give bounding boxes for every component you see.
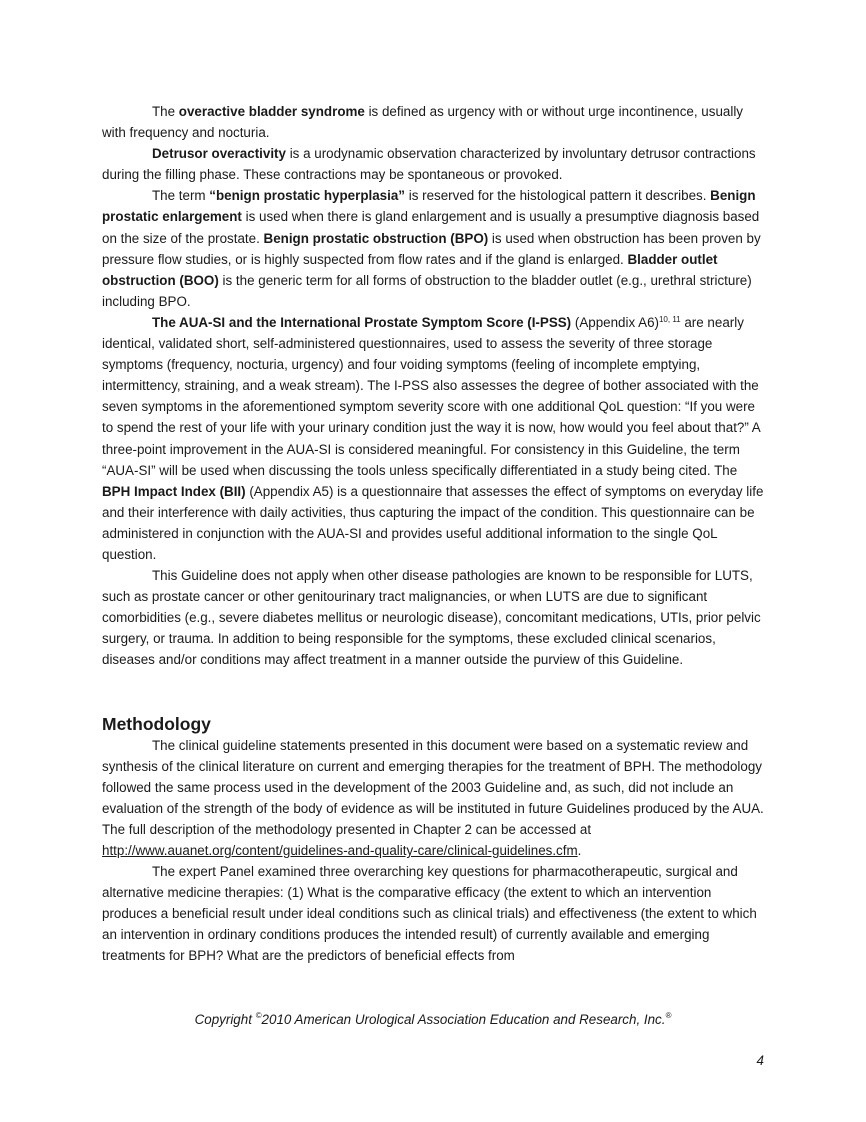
paragraph-aua-si [102, 312, 766, 565]
term-boo: Bladder outlet obstruction (BOO) [102, 251, 718, 288]
paragraph-scope: This Guideline does not apply when other disease pathologies are known to be responsible for LUTS, such as prostate cancer or other genitourinary tract malignancies, or when LUTS are due to significant comorbidities (e.g., severe diabetes mellitus or neurologic disease), concomitant medications, UTIs, prior pelvic surgery, or trauma. In addition to being responsible for the symptoms, these excluded clinical scenarios, diseases and/or conditions may affect treatment in a manner outside the purview of this Guideline. [102, 568, 761, 668]
term-aua-si-ipss: The AUA-SI and the International Prostate Symptom Score (I-PSS) [152, 314, 572, 330]
text: (Appendix A6) [571, 314, 659, 330]
paragraph-methodology-1 [102, 735, 766, 862]
text: The clinical guideline statements presented in this document were based on a systematic review and synthesis of the clinical literature on current and emerging therapies for the treatment of BPH. The methodology followed the same process used in the development of the 2003 Guideline and, as such, did not include an evaluation of the strength of the body of evidence as will be instituted in future Guidelines produced by the AUA. The full description of the methodology presented in Chapter 2 can be accessed at [102, 737, 764, 837]
text: is used when there is gland enlargement and is usually a presumptive diagnosis based on the size of the prostate. [102, 209, 760, 246]
text: Copyright [194, 1012, 256, 1027]
citation-superscript: 10, 11 [658, 314, 681, 324]
term-bpe: Benign prostatic enlargement [102, 188, 756, 225]
text: (Appendix A5) is a questionnaire that assesses the effect of symptoms on everyday life and their interference with daily activities, thus capturing the impact of the condition. This questionnaire can be administered in conjunction with the AUA-SI and provides useful additional information to the single QoL question. [102, 483, 764, 562]
text: is reserved for the histological pattern it describes. [405, 188, 711, 204]
registered-mark: ® [665, 1011, 672, 1020]
term-bpo: Benign prostatic obstruction (BPO) [263, 230, 489, 246]
text: is a urodynamic observation characterized by involuntary detrusor contractions during the filling phase. These contractions may be spontaneous or provoked. [102, 146, 756, 183]
text: The [152, 104, 179, 119]
text: 2010 American Urological Association Education and Research, Inc. [261, 1012, 666, 1027]
paragraph-overactive-bladder [102, 101, 766, 143]
section-heading-methodology: Methodology [102, 713, 211, 734]
text: . [577, 843, 582, 858]
text: are nearly identical, validated short, self-administered questionnaires, used to assess the severity of three storage symptoms (frequency, nocturia, urgency) and four voiding symptoms (feeling of incomplete emptying, intermittency, straining, and a weak stream). The I-PSS also assesses the degree of bother associated with the seven symptoms in the aforementioned symptom severity score with one additional QoL question: “If you were to spend the rest of your life with your urinary condition just the way it is now, how would you feel about that?” A three-point improvement in the AUA-SI is considered meaningful. For consistency in this Guideline, the term “AUA-SI” will be used when discussing the tools unless specifically differentiated in a study being cited. The [102, 314, 760, 478]
text: is the generic term for all forms of obstruction to the bladder outlet (e.g., urethral stricture) including BPO. [102, 272, 752, 309]
term-overactive-bladder: overactive bladder syndrome [178, 104, 365, 119]
term-detrusor-overactivity: Detrusor overactivity [152, 146, 286, 162]
paragraph-detrusor-overactivity [102, 143, 766, 185]
term-bii: BPH Impact Index (BII) [102, 483, 246, 499]
guidelines-link[interactable]: http://www.auanet.org/content/guidelines-and-quality-care/clinical-guidelines.cfm [102, 843, 578, 858]
copyright-footer [0, 1012, 866, 1027]
term-bph: “benign prostatic hyperplasia” [209, 188, 405, 204]
page-number: 4 [756, 1053, 764, 1068]
body-text [102, 101, 766, 967]
copyright-symbol: © [255, 1011, 262, 1020]
paragraph-methodology-2: The expert Panel examined three overarching key questions for pharmacotherapeutic, surgical and alternative medicine therapies: (1) What is the comparative efficacy (the extent to which an intervention produces a beneficial result under ideal conditions such as clinical trials) and effectiveness (the extent to which an intervention in ordinary conditions produces the intended result) of currently available and emerging treatments for BPH? What are the predictors of beneficial effects from [102, 864, 757, 964]
text: The term [152, 188, 210, 204]
text: is defined as urgency with or without urge incontinence, usually with frequency and nocturia. [102, 104, 743, 141]
paragraph-bph-terms [102, 185, 766, 312]
text: is used when obstruction has been proven by pressure flow studies, or is highly suspected from flow rates and if the gland is enlarged. [102, 230, 761, 267]
